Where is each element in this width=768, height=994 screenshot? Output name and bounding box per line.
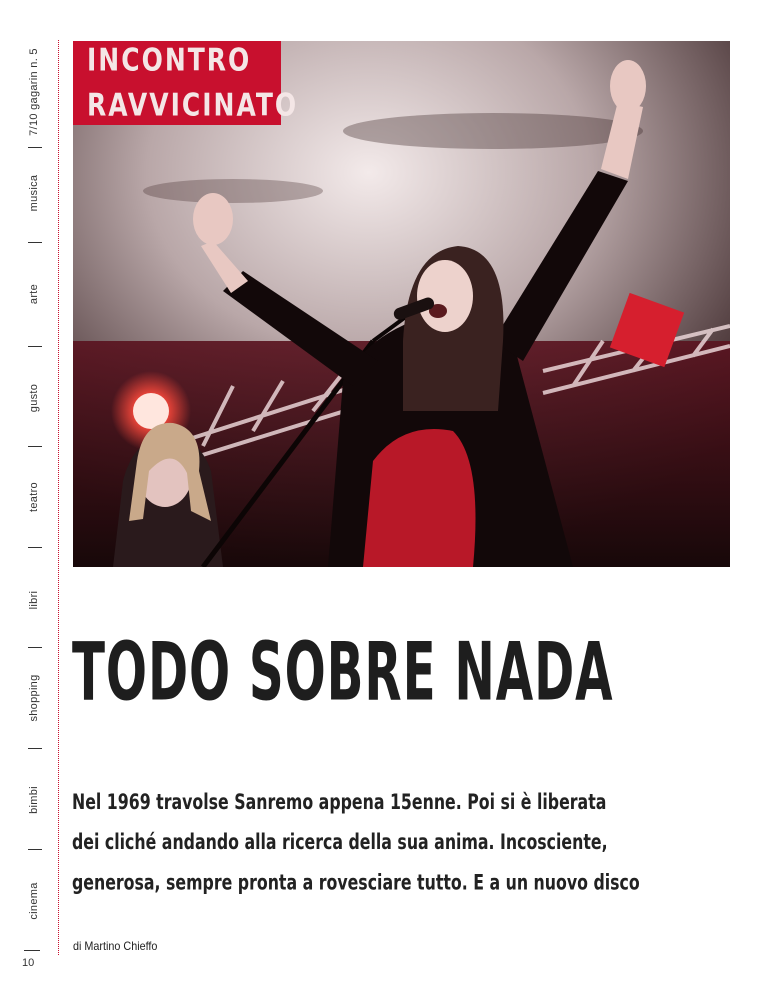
rail-divider (58, 40, 59, 955)
rail-tick (28, 446, 42, 447)
rail-tick (24, 950, 40, 951)
rail-section-arte[interactable]: arte (28, 283, 40, 305)
rail-section-teatro[interactable]: teatro (28, 482, 40, 512)
rail-section-bimbi[interactable]: bimbi (28, 786, 40, 814)
rail-section-musica[interactable]: musica (28, 174, 40, 212)
page-number: 10 (22, 957, 35, 969)
article-byline: di Martino Chieffo (73, 939, 158, 953)
rail-tick (28, 849, 42, 850)
rail-tick (28, 346, 42, 347)
rail-section-libri[interactable]: libri (28, 590, 40, 610)
deck-line: Nel 1969 travolse Sanremo appena 15enne. Poi si è liberata (72, 789, 607, 815)
rail-tick (28, 242, 42, 243)
rail-tick (28, 647, 42, 648)
article-headline: TODO SOBRE NADA (72, 626, 614, 720)
deck-line: dei cliché andando alla ricerca della sua anima. Incosciente, (72, 830, 608, 855)
rail-section-gusto[interactable]: gusto (28, 383, 40, 413)
deck-line: generosa, sempre pronta a rovesciare tutto. E a un nuovo disco (72, 870, 640, 896)
rail-tick (28, 547, 42, 548)
kicker-box (73, 41, 299, 125)
article-deck (72, 782, 736, 903)
kicker-line-1: INCONTRO (87, 41, 252, 78)
rail-tick (28, 748, 42, 749)
issue-label: 7/10 gagarin n. 5 (28, 48, 40, 136)
rail-section-shopping[interactable]: shopping (28, 674, 40, 722)
rail-tick (28, 147, 42, 148)
kicker-line-2: RAVVICINATO (87, 86, 299, 123)
rail-section-cinema[interactable]: cinema (28, 882, 40, 920)
section-rail (0, 0, 60, 994)
